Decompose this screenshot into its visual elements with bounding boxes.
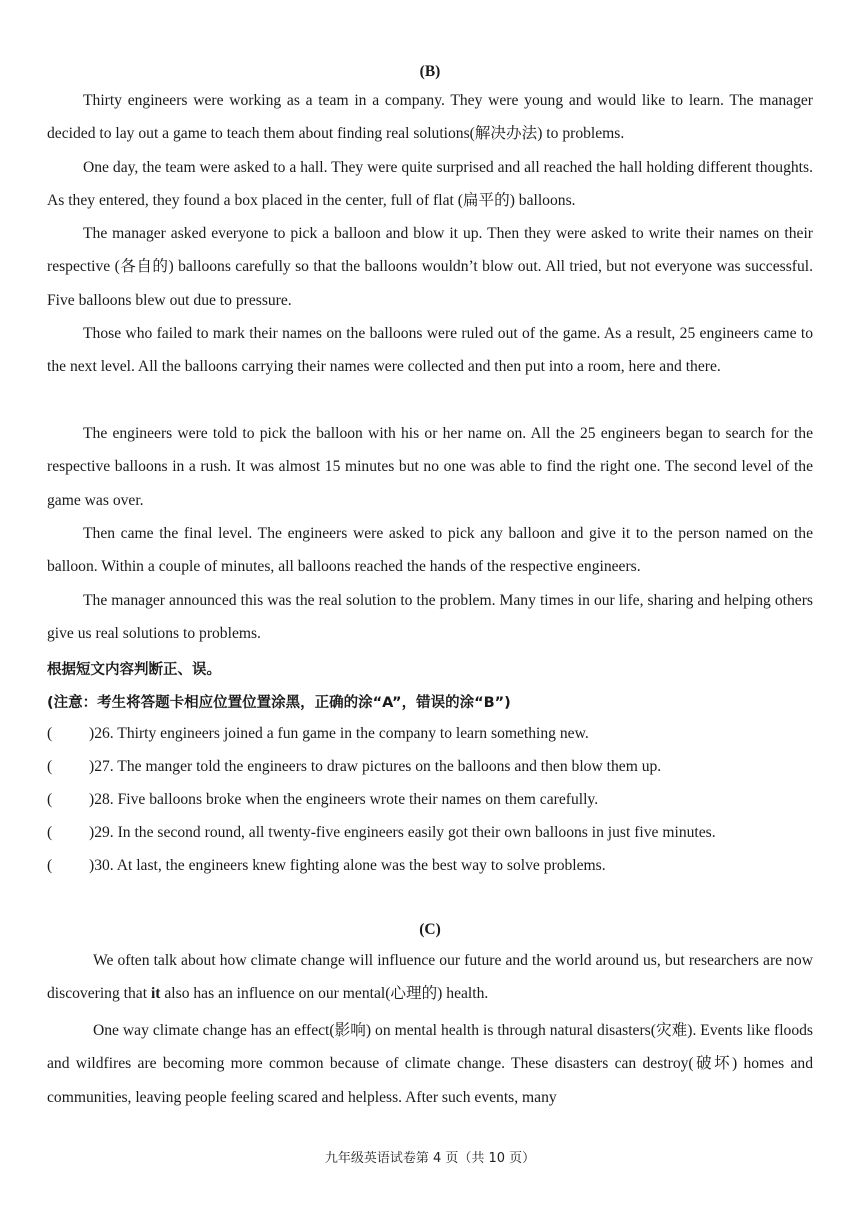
paragraph-text: We often talk about how climate change will influence our future and the world around us, but researchers are now discovering that <box>47 952 813 1003</box>
section-c-title: (C) <box>419 921 441 938</box>
section-b-paragraph-3: The manager asked everyone to pick a balloon and blow it up. Then they were asked to write their names on their respective (各自的) balloons carefully so that the balloons wouldn’t blow out. All tried, but not everyone was successful. Five balloons blew out due to pressure. <box>47 225 813 309</box>
answer-blank: ( <box>47 824 53 841</box>
section-b-paragraph-1: Thirty engineers were working as a team in a company. They were young and would like to learn. The manager decided to lay out a game to teach them about finding real solutions(解决办法) to problems. <box>47 92 813 143</box>
answer-blank: ( <box>47 857 53 874</box>
question-text: )30. At last, the engineers knew fighting alone was the best way to solve problems. <box>89 857 606 874</box>
question-text: )29. In the second round, all twenty-five engineers easily got their own balloons in just five minutes. <box>89 824 716 841</box>
page-footer: 九年级英语试卷第 4 页（共 10 页） <box>324 1151 536 1166</box>
question-text: )27. The manger told the engineers to draw pictures on the balloons and then blow them up. <box>89 758 662 775</box>
question-30 <box>47 855 813 877</box>
question-text: )28. Five balloons broke when the engineers wrote their names on them carefully. <box>89 791 599 808</box>
question-27 <box>47 756 813 778</box>
section-b-paragraph-2: One day, the team were asked to a hall. They were quite surprised and all reached the hall holding different thoughts. As they entered, they found a box placed in the center, full of flat (扁平的) balloons. <box>47 159 813 210</box>
section-c-paragraph-1 <box>47 944 813 1011</box>
question-text: )26. Thirty engineers joined a fun game in the company to learn something new. <box>89 725 589 742</box>
paragraph-text: also has an influence on our mental(心理的) health. <box>160 985 489 1003</box>
section-b-paragraph-7: The manager announced this was the real solution to the problem. Many times in our life, sharing and helping others give us real solutions to problems. <box>47 592 813 643</box>
answer-blank: ( <box>47 758 53 775</box>
answer-blank: ( <box>47 725 53 742</box>
instruction-heading: 根据短文内容判断正、误。 <box>47 662 221 678</box>
section-b-paragraph-4: Those who failed to mark their names on the balloons were ruled out of the game. As a result, 25 engineers came to the next level. All the balloons carrying their names were collected and then put into a room, here and there. <box>47 325 813 376</box>
emphasized-word: it <box>150 985 161 1003</box>
section-c-paragraph-2: One way climate change has an effect(影响) on mental health is through natural disasters(灾难). Events like floods and wildfires are becoming more common because of climate change. These disasters can destroy(破坏) homes and communities, leaving people feeling scared and helpless. After such events, many <box>47 1022 813 1106</box>
section-b-paragraph-6: Then came the final level. The engineers were asked to pick any balloon and give it to the person named on the balloon. Within a couple of minutes, all balloons reached the hands of the respective engineers. <box>47 525 813 576</box>
answer-blank: ( <box>47 791 53 808</box>
question-26 <box>47 723 813 745</box>
section-b-paragraph-5: The engineers were told to pick the balloon with his or her name on. All the 25 engineers began to search for the respective balloons in a rush. It was almost 15 minutes but no one was able to find the right one. The second level of the game was over. <box>47 425 813 509</box>
question-28 <box>47 789 813 811</box>
answer-sheet-note: (注意：考生将答题卡相应位置位置涂黑，正确的涂“A”，错误的涂“B”) <box>47 695 511 711</box>
question-29 <box>47 822 813 844</box>
section-b-title: (B) <box>419 63 441 80</box>
